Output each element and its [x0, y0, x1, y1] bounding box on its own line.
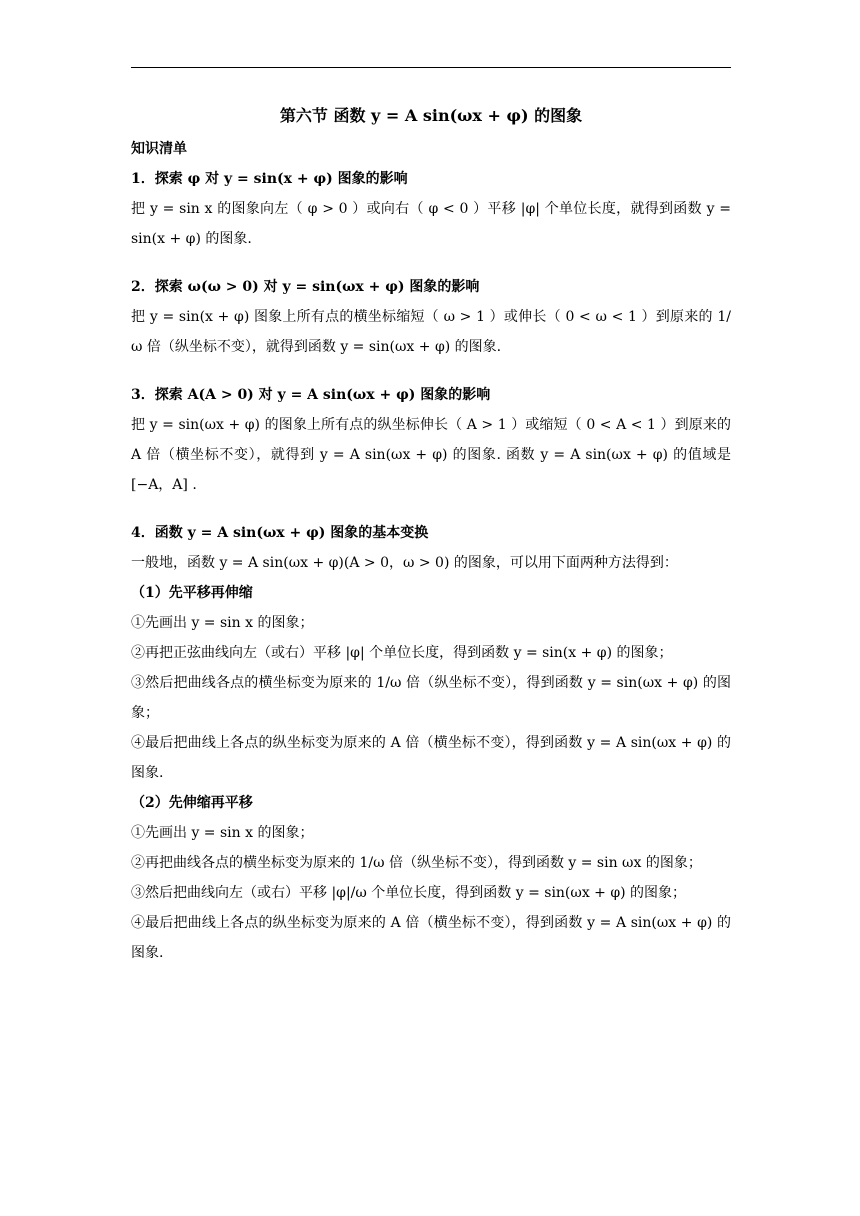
method-1-label: （1）先平移再伸缩	[131, 585, 253, 601]
section-1-text: 把 y = sin x 的图象向左（ φ > 0 ）或向右（ φ < 0 ）平移 |φ| 个单位长度，就得到函数 y = sin(x + φ) 的图象.	[131, 201, 731, 247]
section-1-heading: 1．探索 φ 对 y = sin(x + φ) 图象的影响	[131, 171, 408, 187]
section-2-text: 把 y = sin(x + φ) 图象上所有点的横坐标缩短（ ω > 1 ）或伸长（ 0 < ω < 1 ）到原来的 1/ω 倍（纵坐标不变），就得到函数 y = sin(ωx + φ) 的图象.	[131, 309, 731, 355]
method-2-label: （2）先伸缩再平移	[131, 795, 253, 811]
header-rule	[131, 67, 731, 68]
section-4-heading: 4．函数 y = A sin(ωx + φ) 图象的基本变换	[131, 525, 429, 541]
section-3-heading: 3．探索 A(A > 0) 对 y = A sin(ωx + φ) 图象的影响	[131, 387, 491, 403]
method-2-step-1: ①先画出 y = sin x 的图象；	[131, 825, 314, 841]
section-2-heading: 2．探索 ω(ω > 0) 对 y = sin(ωx + φ) 图象的影响	[131, 279, 480, 295]
page-title: 第六节 函数 y = A sin(ωx + φ) 的图象	[279, 106, 583, 125]
method-2-step-4: ④最后把曲线上各点的纵坐标变为原来的 A 倍（横坐标不变），得到函数 y = A sin(ωx + φ) 的图象.	[131, 915, 731, 961]
method-1-step-4: ④最后把曲线上各点的纵坐标变为原来的 A 倍（横坐标不变），得到函数 y = A sin(ωx + φ) 的图象.	[131, 735, 731, 781]
method-1-step-3: ③然后把曲线各点的横坐标变为原来的 1/ω 倍（纵坐标不变），得到函数 y = sin(ωx + φ) 的图象；	[131, 675, 731, 721]
section-4-intro: 一般地，函数 y = A sin(ωx + φ)(A > 0，ω > 0) 的图象，可以用下面两种方法得到：	[131, 555, 678, 571]
method-2-step-2: ②再把曲线各点的横坐标变为原来的 1/ω 倍（纵坐标不变），得到函数 y = sin ωx 的图象；	[131, 855, 702, 871]
knowledge-label: 知识清单	[131, 141, 187, 157]
method-1-step-1: ①先画出 y = sin x 的图象；	[131, 615, 314, 631]
method-1-step-2: ②再把正弦曲线向左（或右）平移 |φ| 个单位长度，得到函数 y = sin(x + φ) 的图象；	[131, 645, 673, 661]
method-2-step-3: ③然后把曲线向左（或右）平移 |φ|/ω 个单位长度，得到函数 y = sin(ωx + φ) 的图象；	[131, 885, 687, 901]
section-3-text: 把 y = sin(ωx + φ) 的图象上所有点的纵坐标伸长（ A > 1 ）或缩短（ 0 < A < 1 ）到原来的 A 倍（横坐标不变），就得到 y = A sin(ωx + φ) 的图象. 函数 y = A sin(ωx + φ) 的值域是 [−A，A] .	[131, 417, 731, 493]
document-body	[131, 100, 731, 968]
